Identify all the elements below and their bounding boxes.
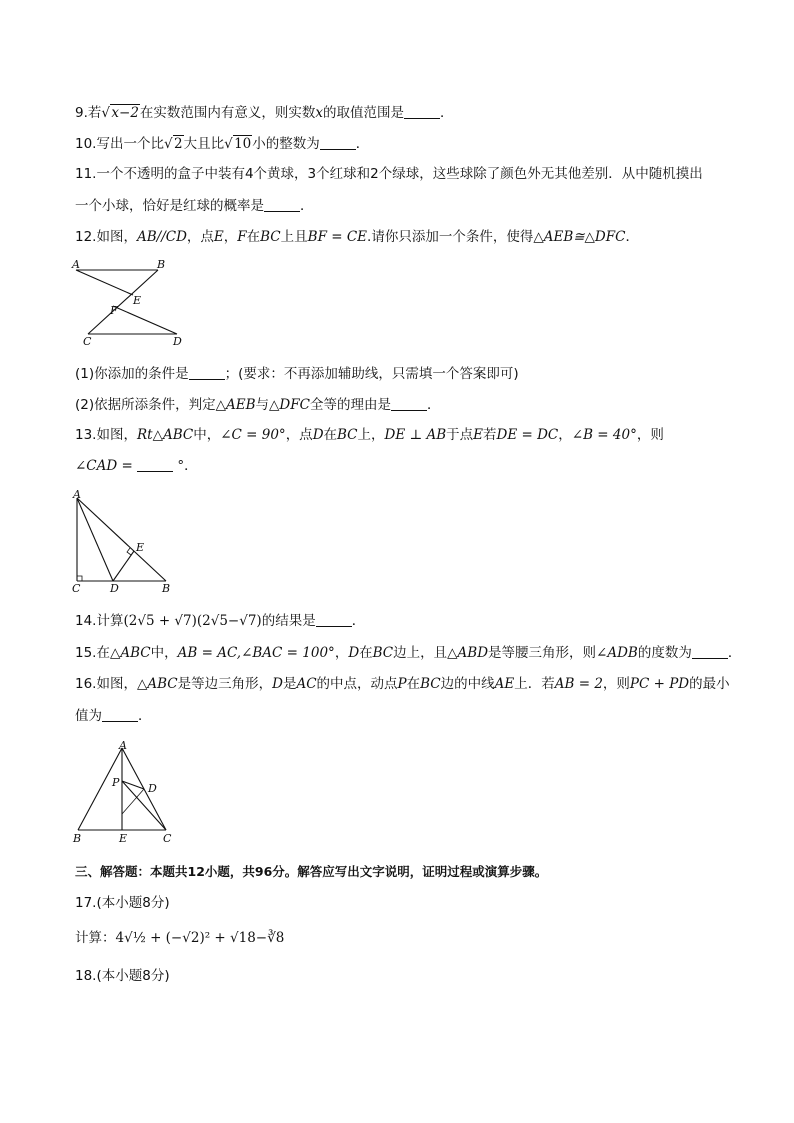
label-E: E xyxy=(136,541,145,554)
label-D: D xyxy=(148,782,157,795)
question-13-line2: ∠CAD = °． xyxy=(75,458,198,474)
label-E: E xyxy=(119,832,128,845)
label-B: B xyxy=(162,582,171,595)
question-13: 13.如图，Rt△ABC中，∠C = 90°，点D在BC上，DE ⊥ AB于点E若DE = DC，∠B = 40°，则 xyxy=(75,427,664,443)
label-C: C xyxy=(72,582,81,595)
answer-blank[interactable] xyxy=(320,135,356,150)
question-11-line2: 一个小球，恰好是红球的概率是 ． xyxy=(75,198,314,214)
answer-blank[interactable] xyxy=(692,644,728,659)
label-A: A xyxy=(72,258,80,271)
question-16: 16.如图，△ABC是等边三角形，D是AC的中点，动点P在BC边的中线AE上．若AB = 2，则PC + PD的最小 xyxy=(75,676,730,692)
label-E: E xyxy=(133,294,142,307)
question-10: 10.写出一个比 √ 2大且比 √ 10小的整数为 ． xyxy=(75,136,370,152)
label-C: C xyxy=(163,832,172,845)
answer-blank[interactable] xyxy=(102,707,138,722)
answer-blank[interactable] xyxy=(404,104,440,119)
answer-blank[interactable] xyxy=(391,396,427,411)
sqrt-expression: √ 10 xyxy=(224,136,252,152)
math-expression: 4√½ + (−√2)² + √18−∛8 xyxy=(115,930,285,946)
question-12: 12.如图，AB//CD，点E，F在BC上且BF = CE.请你只添加一个条件，使得△AEB≅△DFC． xyxy=(75,229,639,245)
question-14: 14.计算(2√5 + √7)(2√5−√7)的结果是 ． xyxy=(75,613,366,629)
math-expression: (2√5 + √7)(2√5−√7) xyxy=(123,613,262,629)
label-B: B xyxy=(157,258,166,271)
figure-q12 xyxy=(70,258,190,346)
figure-q13 xyxy=(68,488,178,596)
sqrt-expression: √ 2 xyxy=(163,136,183,152)
question-18-heading: 18.(本小题8分) xyxy=(75,968,170,984)
question-16-line2: 值为 ． xyxy=(75,708,152,724)
label-B: B xyxy=(73,832,82,845)
answer-blank[interactable] xyxy=(137,457,173,472)
label-A: A xyxy=(119,739,127,752)
label-D: D xyxy=(173,335,182,346)
question-9: 9.若 √ x−2在实数范围内有意义，则实数x的取值范围是 ． xyxy=(75,105,454,121)
answer-blank[interactable] xyxy=(316,612,352,627)
label-D: D xyxy=(110,582,119,595)
sqrt-expression: √ x−2 xyxy=(101,105,139,121)
question-15: 15.在△ABC中，AB = AC,∠BAC = 100°，D在BC边上，且△ABD是等腰三角形，则∠ADB的度数为 ． xyxy=(75,645,742,661)
label-A: A xyxy=(73,488,81,501)
label-P: P xyxy=(112,776,120,789)
question-17-body: 计算：4√½ + (−√2)² + √18−∛8 xyxy=(75,930,285,946)
label-F: F xyxy=(110,304,118,317)
question-12-sub2: (2)依据所添条件，判定△AEB与△DFC全等的理由是 ． xyxy=(75,397,441,413)
answer-blank[interactable] xyxy=(189,365,225,380)
answer-blank[interactable] xyxy=(264,197,300,212)
question-17-heading: 17.(本小题8分) xyxy=(75,895,170,911)
question-11-line1: 11.一个不透明的盒子中装有4个黄球，3个红球和2个绿球，这些球除了颜色外无其他差别．从中随机摸出 xyxy=(75,166,703,182)
section-heading: 三、解答题：本题共12小题，共96分。解答应写出文字说明，证明过程或演算步骤。 xyxy=(75,864,548,879)
figure-q16 xyxy=(68,738,183,846)
question-12-sub1: (1)你添加的条件是 ；(要求：不再添加辅助线，只需填一个答案即可) xyxy=(75,366,519,382)
label-C: C xyxy=(83,335,92,346)
